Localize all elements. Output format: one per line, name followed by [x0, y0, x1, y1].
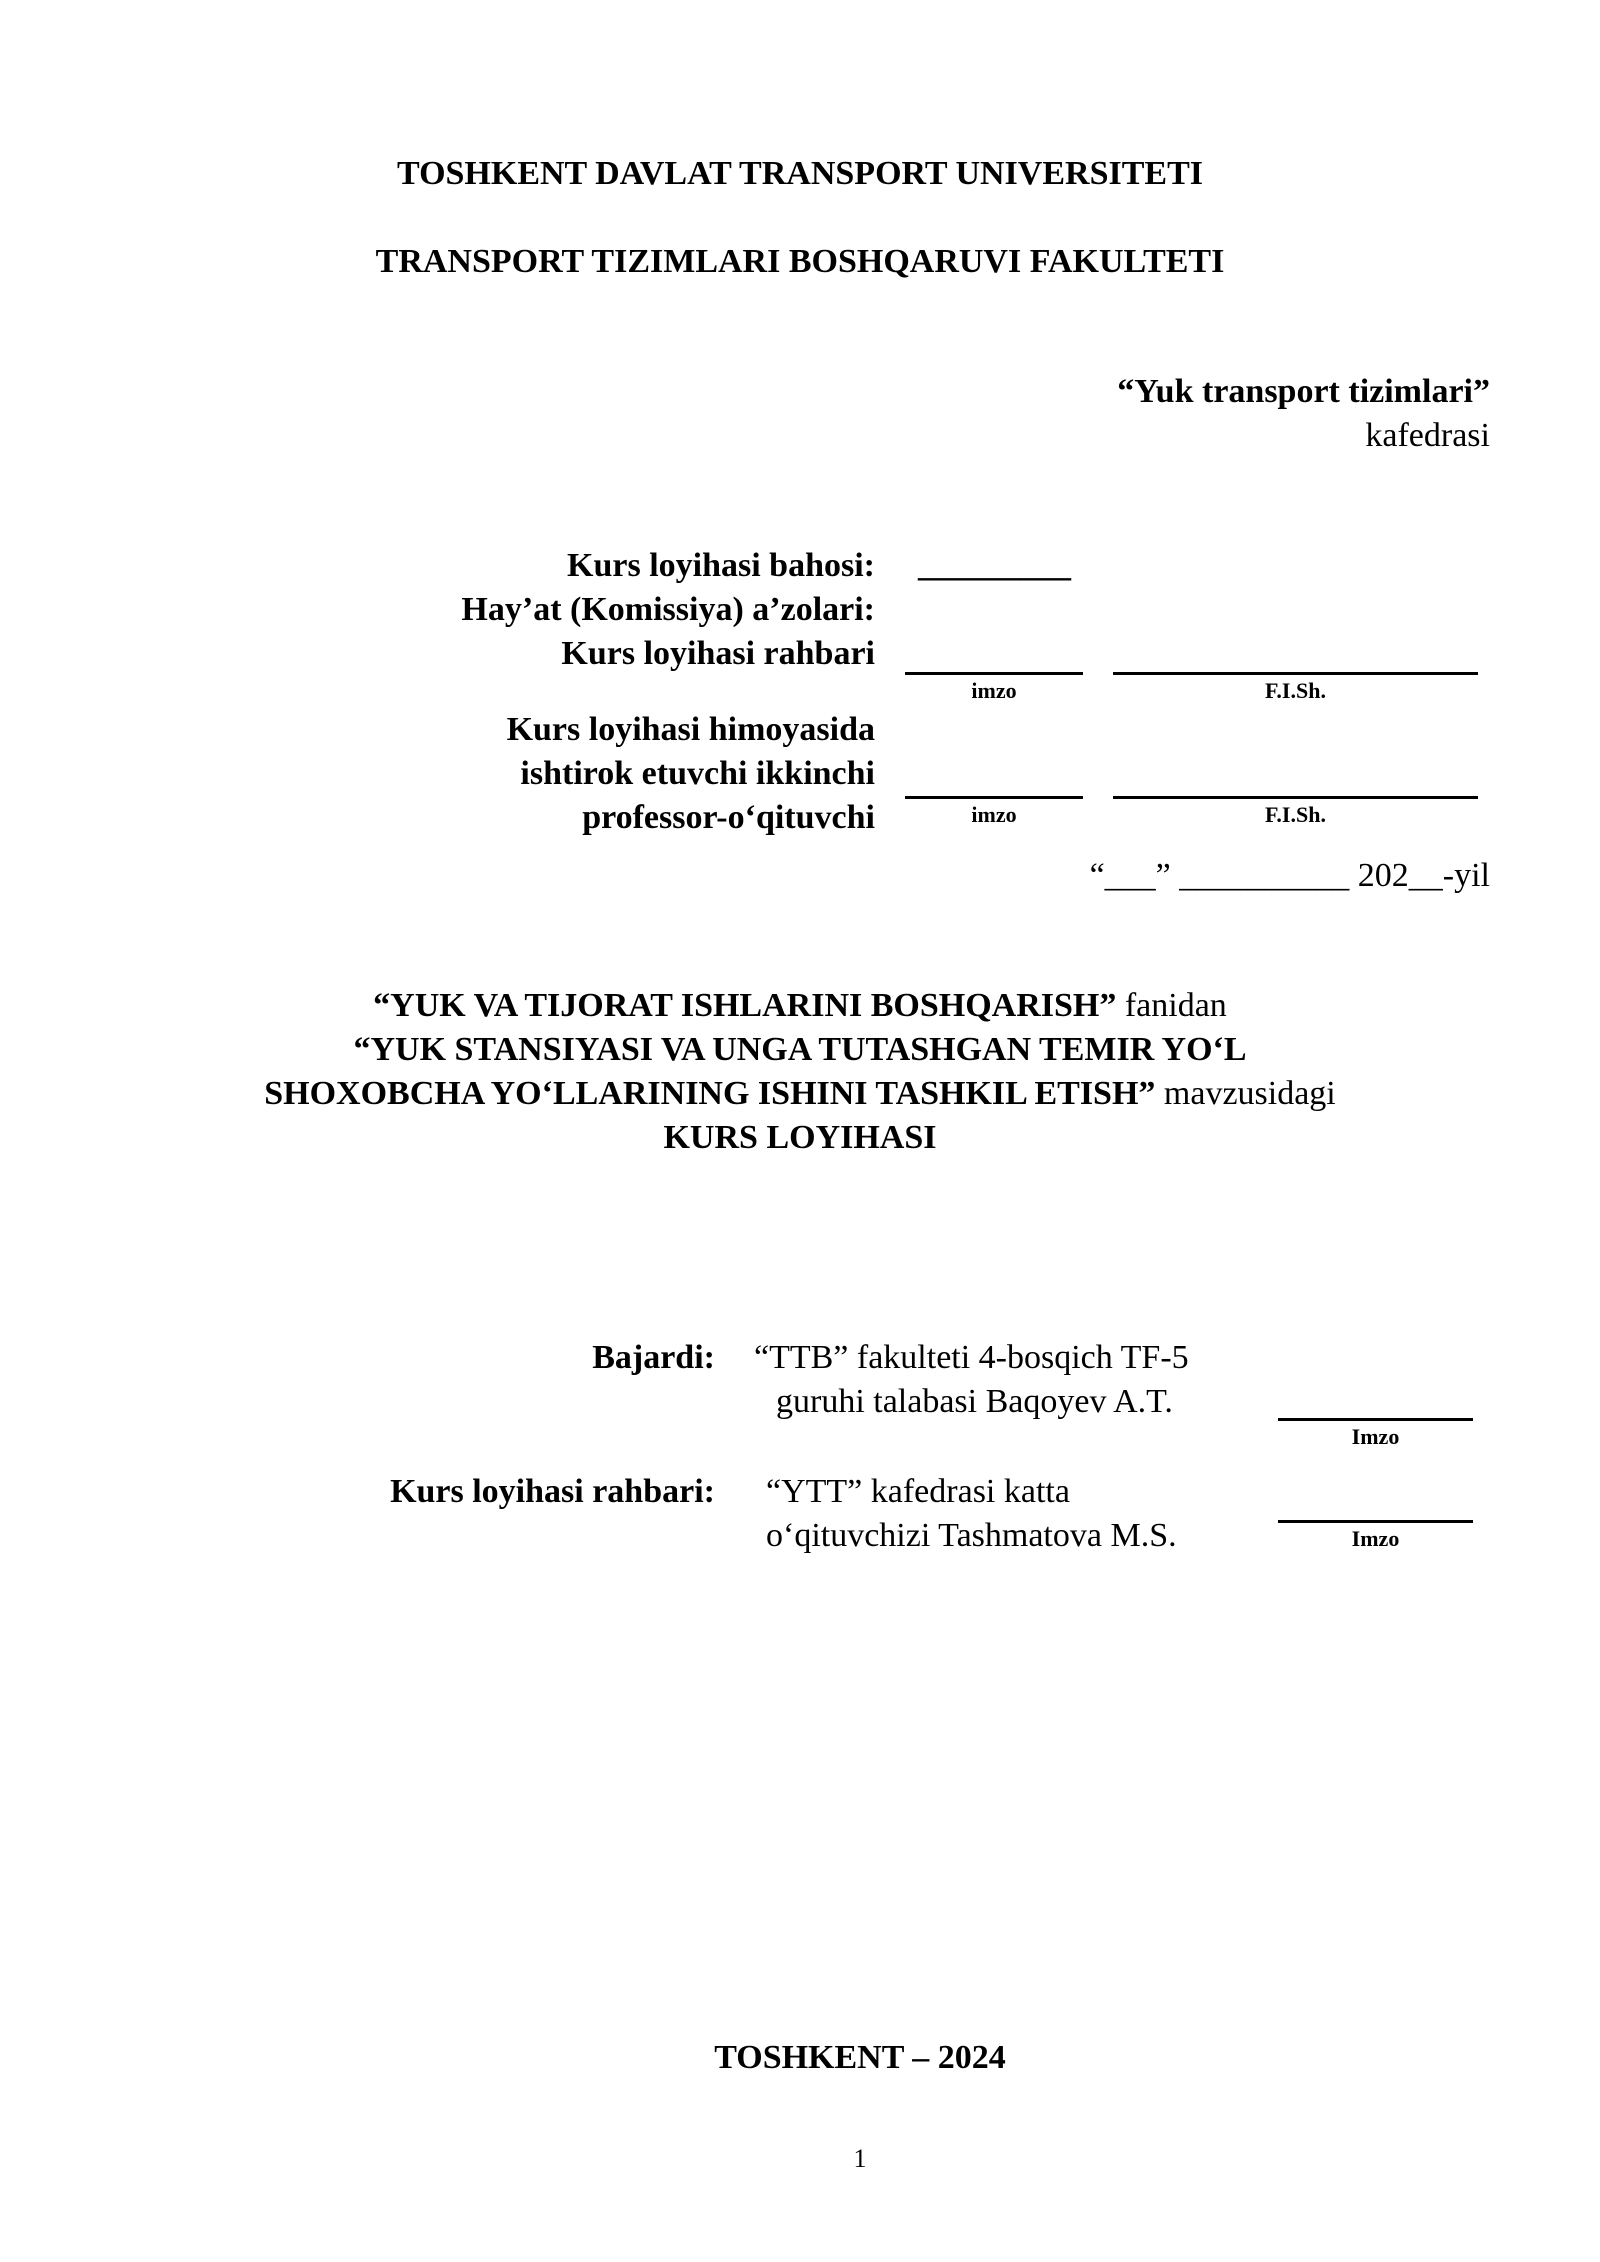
subject-name: “YUK VA TIJORAT ISHLARINI BOSHQARISH”: [373, 987, 1117, 1024]
page-number: 1: [853, 2144, 867, 2173]
supervisor-line1: “YTT” kafedrasi katta: [766, 1473, 1070, 1510]
supervisor-line2: o‘qituvchizi Tashmatova M.S.: [766, 1517, 1177, 1554]
subject-suffix: fanidan: [1116, 987, 1227, 1024]
supervisor-signature-line-bottom: [1278, 1520, 1473, 1523]
topic-line2: [0, 1072, 1600, 1116]
supervisor-role-label: Kurs loyihasi rahbari:: [390, 1473, 715, 1510]
subject-line: [0, 984, 1600, 1028]
supervisor-sign-caption-bottom: Imzo: [1351, 1526, 1400, 1551]
student-line2: guruhi talabasi Baqoyev A.T.: [776, 1383, 1173, 1420]
second-teacher-name-caption: F.I.Sh.: [1265, 802, 1326, 827]
second-teacher-label-line1: Kurs loyihasi himoyasida: [506, 711, 875, 748]
supervisor-name-line: [1113, 672, 1478, 675]
second-teacher-signature-line: [905, 796, 1083, 799]
grade-label: Kurs loyihasi bahosi:: [567, 547, 875, 584]
university-name: TOSHKENT DAVLAT TRANSPORT UNIVERSITETI: [397, 155, 1203, 192]
grade-blank: _________: [918, 547, 1071, 584]
topic-line1: “YUK STANSIYASI VA UNGA TUTASHGAN TEMIR YO‘L: [353, 1031, 1247, 1068]
student-signature-line: [1278, 1418, 1473, 1421]
supervisor-label: Kurs loyihasi rahbari: [561, 635, 875, 672]
document-type: KURS LOYIHASI: [663, 1119, 937, 1156]
supervisor-name-caption: F.I.Sh.: [1265, 678, 1326, 703]
city-year: TOSHKENT – 2024: [714, 2039, 1006, 2076]
topic-name-part2: SHOXOBCHA YO‘LLARINING ISHINI TASHKIL ETISH”: [264, 1075, 1156, 1112]
supervisor-sign-caption: imzo: [971, 678, 1017, 703]
supervisor-signature-line: [905, 672, 1083, 675]
student-sign-caption: Imzo: [1351, 1424, 1400, 1449]
second-teacher-sign-caption: imzo: [971, 802, 1017, 827]
department-word: kafedrasi: [1365, 417, 1490, 454]
department-name: “Yuk transport tizimlari”: [1117, 373, 1490, 410]
faculty-name: TRANSPORT TIZIMLARI BOSHQARUVI FAKULTETI: [375, 243, 1225, 280]
commission-label: Hay’at (Komissiya) a’zolari:: [461, 591, 875, 628]
second-teacher-label-line2: ishtirok etuvchi ikkinchi: [520, 755, 875, 792]
second-teacher-name-line: [1113, 796, 1478, 799]
done-label: Bajardi:: [592, 1339, 715, 1376]
topic-suffix: mavzusidagi: [1155, 1075, 1336, 1112]
student-line1: “TTB” fakulteti 4-bosqich TF-5: [754, 1339, 1189, 1376]
second-teacher-label-line3: professor-o‘qituvchi: [582, 799, 875, 836]
date-line: “___” __________ 202__-yil: [1089, 857, 1490, 894]
